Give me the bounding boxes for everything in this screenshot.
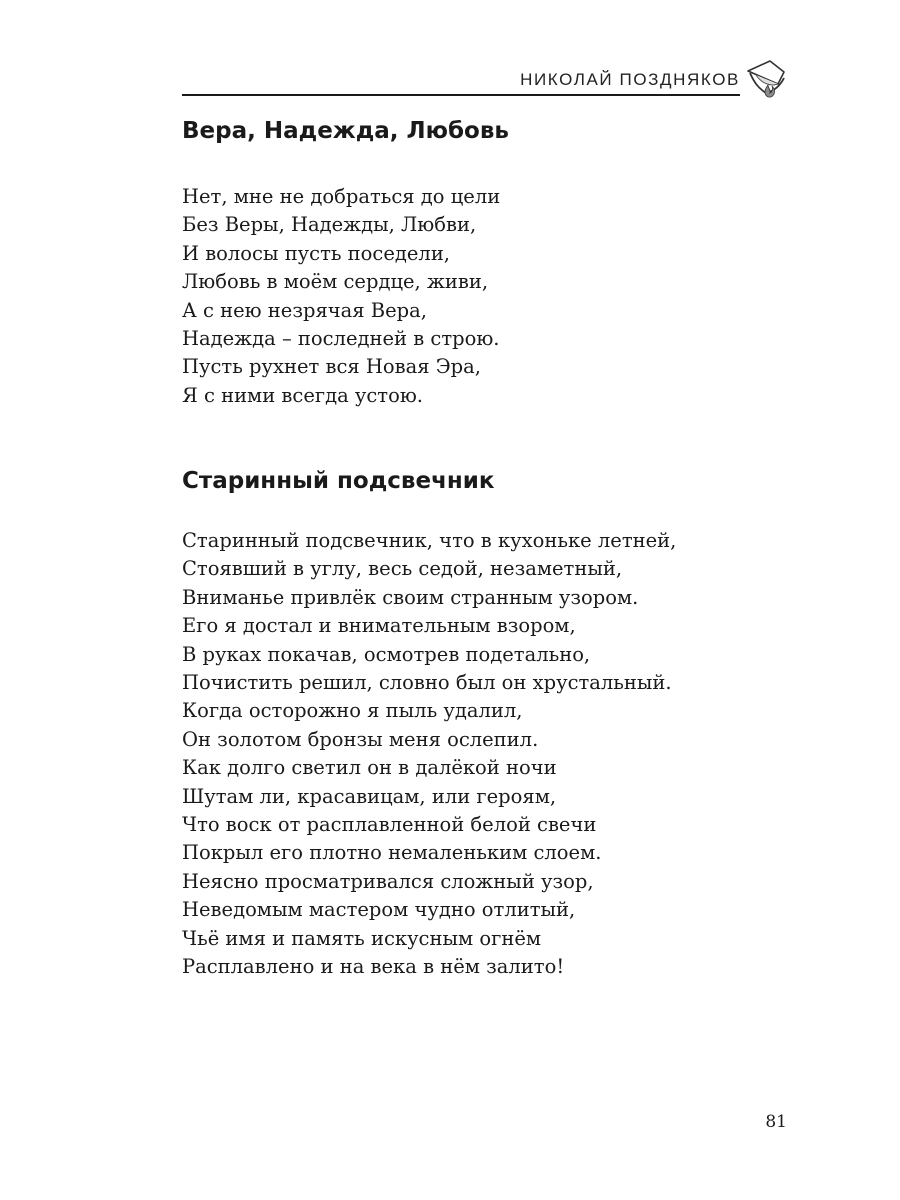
poem-line: Расплавлено и на века в нём залито!: [182, 955, 565, 979]
poem-line: Когда осторожно я пыль удалил,: [182, 699, 523, 723]
poem-line: Неясно просматривался сложный узор,: [182, 869, 594, 893]
poem-line: Пусть рухнет вся Новая Эра,: [182, 355, 481, 379]
poem-line: Вниманье привлёк своим странным узором.: [182, 585, 639, 609]
poem-body-faith-hope-love: [182, 183, 500, 410]
poem-body-old-candlestick: [182, 527, 676, 982]
poem-line: А с нею незрячая Вера,: [182, 298, 427, 322]
page-number: 81: [765, 1112, 787, 1132]
poem-line: Старинный подсвечник, что в кухоньке летней,: [182, 529, 677, 552]
poem-line: Любовь в моём сердце, живи,: [182, 270, 489, 294]
header-rule: [182, 94, 740, 96]
poem-line: Его я достал и внимательным взором,: [182, 614, 576, 638]
header-author: НИКОЛАЙ ПОЗДНЯКОВ: [520, 70, 740, 89]
poem-line: И волосы пусть поседели,: [182, 241, 451, 265]
poem-line: Покрыл его плотно немаленьким слоем.: [182, 841, 602, 865]
poem-title-old-candlestick: Старинный подсвечник: [182, 468, 495, 494]
poem-line: Стоявший в углу, весь седой, незаметный,: [182, 557, 623, 581]
poem-line: Чьё имя и память искусным огнём: [182, 926, 542, 950]
poem-line: Неведомым мастером чудно отлитый,: [182, 898, 576, 922]
poem-line: Нет, мне не добраться до цели: [182, 185, 501, 208]
poem-line: Как долго светил он в далёкой ночи: [182, 756, 557, 780]
poem-title-faith-hope-love: Вера, Надежда, Любовь: [182, 118, 509, 144]
poem-line: Шутам ли, красавицам, или героям,: [182, 784, 557, 808]
poem-line: Почистить решил, словно был он хрустальный.: [182, 671, 672, 695]
running-header: [182, 58, 788, 102]
poem-line: Он золотом бронзы меня ослепил.: [182, 727, 539, 751]
poem-line: Без Веры, Надежды, Любви,: [182, 213, 477, 237]
poem-line: Что воск от расплавленной белой свечи: [182, 813, 597, 837]
poem-line: В руках покачав, осмотрев подетально,: [182, 642, 591, 666]
hat-flame-icon: [744, 58, 788, 102]
poem-line: Я с ними всегда устою.: [182, 383, 424, 407]
poem-line: Надежда – последней в строю.: [182, 327, 500, 351]
